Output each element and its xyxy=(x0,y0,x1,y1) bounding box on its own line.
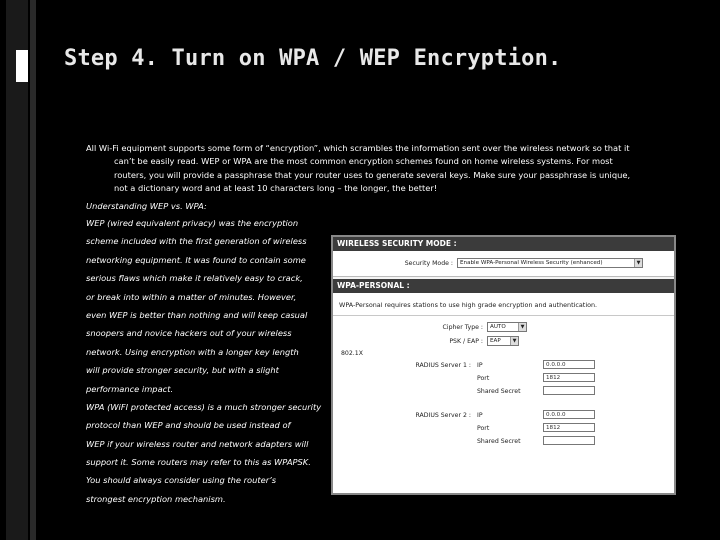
wep-wpa-explanation xyxy=(86,198,326,508)
slide-accent-block xyxy=(16,50,28,82)
text-line: performance impact. xyxy=(86,383,174,394)
cipher-type-select[interactable] xyxy=(487,322,527,332)
chevron-down-icon: ▼ xyxy=(518,323,526,331)
psk-eap-value: EAP xyxy=(490,338,501,344)
slide-title: Step 4. Turn on WPA / WEP Encryption. xyxy=(64,46,562,71)
intro-line: not a dictionary word and at least 10 characters long – the longer, the better! xyxy=(114,182,438,193)
radius-server-1-label: RADIUS Server 1 : xyxy=(415,362,471,369)
chevron-down-icon: ▼ xyxy=(510,337,518,345)
security-mode-row xyxy=(333,251,674,277)
text-line: protocol than WEP and should be used instead of xyxy=(86,420,291,431)
slide-frame-edge xyxy=(30,0,36,540)
wpa-description: WPA-Personal requires stations to use high grade encryption and authentication. xyxy=(339,301,598,309)
text-line: You should always consider using the router’s xyxy=(86,475,277,486)
text-line: WEP (wired equivalent privacy) was the encryption xyxy=(86,218,299,228)
intro-line: can’t be easily read. WEP or WPA are the most common encryption schemes found on home wireless systems. For most xyxy=(114,156,613,167)
psk-eap-label: PSK / EAP : xyxy=(449,338,483,345)
8021x-section-label: 802.1X xyxy=(341,350,363,357)
radius-1-secret-input[interactable] xyxy=(543,386,595,395)
slide-content xyxy=(72,130,692,540)
cipher-type-value: AUTO xyxy=(490,324,506,330)
router-settings-screenshot xyxy=(331,235,676,495)
radius-1-ip-label: IP xyxy=(477,362,483,369)
text-line: will provide stronger security, but with a slight xyxy=(86,365,279,376)
wpa-personal-header: WPA-PERSONAL : xyxy=(333,279,674,293)
radius-2-secret-input[interactable] xyxy=(543,436,595,445)
intro-line: All Wi-Fi equipment supports some form of “encryption”, which scrambles the information sent over the wireless network so that it xyxy=(86,143,630,153)
text-line: strongest encryption mechanism. xyxy=(86,493,226,504)
radius-1-port-input[interactable]: 1812 xyxy=(543,373,595,382)
text-line: networking equipment. It was found to contain some xyxy=(86,254,306,265)
text-line: snoopers and novice hackers out of your wireless xyxy=(86,328,292,339)
intro-line: routers, you will provide a passphrase that your router uses to generate several keys. Make sure your passphrase is unique, xyxy=(114,169,631,180)
radius-2-port-input[interactable]: 1812 xyxy=(543,423,595,432)
text-line: WPA (WiFI protected access) is a much stronger security xyxy=(86,401,322,412)
text-line: network. Using encryption with a longer key length xyxy=(86,346,299,357)
text-line: scheme included with the first generation of wireless xyxy=(86,236,307,247)
text-line: support it. Some routers may refer to this as WPAPSK. xyxy=(86,457,311,468)
radius-2-secret-label: Shared Secret xyxy=(477,438,521,445)
text-line: or break into within a matter of minutes. However, xyxy=(86,291,297,302)
radius-1-ip-input[interactable]: 0.0.0.0 xyxy=(543,360,595,369)
radius-1-port-label: Port xyxy=(477,375,490,382)
radius-2-ip-label: IP xyxy=(477,412,483,419)
radius-2-ip-input[interactable]: 0.0.0.0 xyxy=(543,410,595,419)
cipher-type-label: Cipher Type : xyxy=(442,324,483,331)
radius-2-port-label: Port xyxy=(477,425,490,432)
divider xyxy=(333,315,674,316)
text-line: WEP if your wireless router and network adapters will xyxy=(86,438,309,449)
radius-server-2-label: RADIUS Server 2 : xyxy=(415,412,471,419)
wpa-personal-body xyxy=(333,293,674,493)
security-mode-label: Security Mode : xyxy=(404,260,453,267)
security-mode-value: Enable WPA-Personal Wireless Security (enhanced) xyxy=(460,260,603,266)
text-line: serious flaws which make it relatively easy to crack, xyxy=(86,273,303,284)
text-line: even WEP is better than nothing and will keep casual xyxy=(86,309,308,320)
security-mode-select[interactable] xyxy=(457,258,643,268)
intro-paragraph xyxy=(86,142,686,195)
radius-1-secret-label: Shared Secret xyxy=(477,388,521,395)
chevron-down-icon: ▼ xyxy=(634,259,642,267)
security-mode-header: WIRELESS SECURITY MODE : xyxy=(333,237,674,251)
section-heading: Understanding WEP vs. WPA: xyxy=(86,201,207,211)
psk-eap-select[interactable] xyxy=(487,336,519,346)
